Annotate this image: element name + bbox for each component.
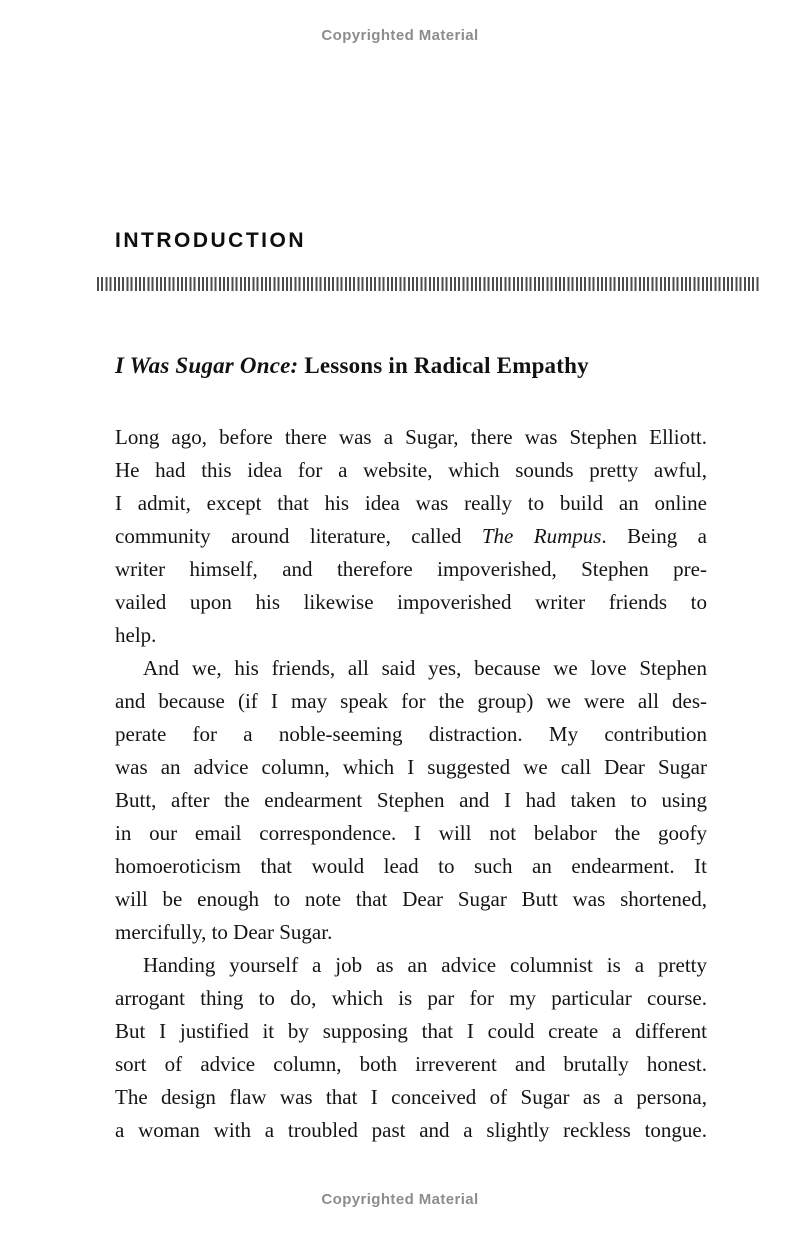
text-line: vailed upon his likewise impoverished writer friends to bbox=[115, 590, 707, 614]
text-line: Handing yourself a job as an advice columnist is a pretty bbox=[143, 953, 707, 977]
text-line: I admit, except that his idea was really to build an online bbox=[115, 491, 707, 515]
text-line: writer himself, and therefore impoverished, Stephen pre- bbox=[115, 557, 707, 581]
text-line: and because (if I may speak for the group) we were all des- bbox=[115, 689, 707, 713]
text-line: in our email correspondence. I will not belabor the goofy bbox=[115, 821, 707, 845]
paragraph bbox=[115, 949, 707, 1147]
text-line: community around literature, called The Rumpus. Being a bbox=[115, 524, 707, 548]
text-line: sort of advice column, both irreverent and brutally honest. bbox=[115, 1052, 707, 1076]
copyright-watermark-bottom: Copyrighted Material bbox=[321, 1191, 479, 1208]
text-line: was an advice column, which I suggested we call Dear Sugar bbox=[115, 755, 707, 779]
text-line: help. bbox=[115, 623, 157, 647]
text-line: perate for a noble-seeming distraction. My contribution bbox=[115, 722, 707, 746]
paragraph bbox=[115, 652, 707, 949]
text-line: a woman with a troubled past and a slightly reckless tongue. bbox=[115, 1118, 707, 1142]
text-line: Long ago, before there was a Sugar, there was Stephen Elliott. bbox=[115, 425, 707, 449]
text-line: He had this idea for a website, which sounds pretty awful, bbox=[115, 458, 707, 482]
text-line: mercifully, to Dear Sugar. bbox=[115, 920, 333, 944]
text-line: But I justified it by supposing that I could create a different bbox=[115, 1019, 707, 1043]
text-line: arrogant thing to do, which is par for my particular course. bbox=[115, 986, 707, 1010]
text-line: And we, his friends, all said yes, because we love Stephen bbox=[143, 656, 707, 680]
text-line: The design flaw was that I conceived of Sugar as a persona, bbox=[115, 1085, 707, 1109]
paragraph bbox=[115, 421, 707, 652]
text-line: Butt, after the endearment Stephen and I had taken to using bbox=[115, 788, 707, 812]
chapter-heading: INTRODUCTION bbox=[115, 229, 306, 252]
copyright-watermark-top: Copyrighted Material bbox=[321, 27, 479, 44]
text-line: homoeroticism that would lead to such an endearment. It bbox=[115, 854, 707, 878]
text-line: will be enough to note that Dear Sugar Butt was shortened, bbox=[115, 887, 707, 911]
body-text bbox=[115, 421, 707, 1147]
section-title: I Was Sugar Once: Lessons in Radical Empathy bbox=[115, 353, 589, 378]
tick-pattern-divider bbox=[97, 277, 760, 291]
